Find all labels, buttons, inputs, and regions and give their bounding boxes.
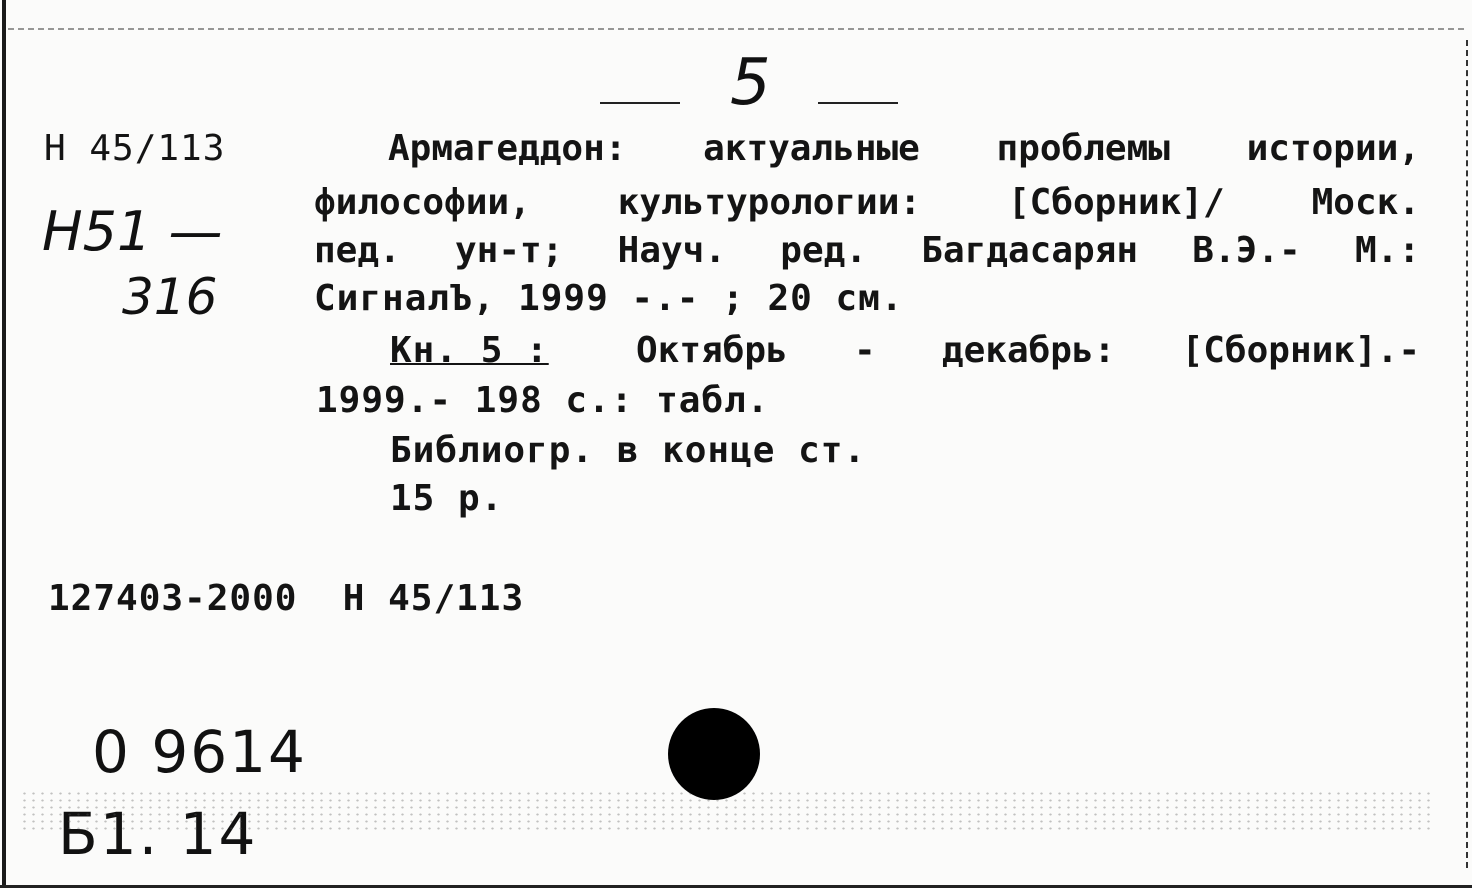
handwritten-location-number: Б1. 14 [58,800,258,868]
top-edge-dashes [8,28,1464,30]
punch-hole [668,708,760,800]
description-line-5: Октябрь - декабрь: [Сборник].- [636,330,1420,371]
handwritten-class-code: Н51 — [42,200,223,263]
description-line-1: Армагеддон: актуальные проблемы истории, [388,128,1420,169]
description-line-4: СигналЪ, 1999 -.- ; 20 см. [314,278,904,319]
page-number: 5 [730,46,771,120]
accession-line: 127403-2000 Н 45/113 [48,578,525,619]
page-dash-right [818,102,898,104]
page-dash-left [600,102,680,104]
handwritten-class-code-number: 316 [122,268,218,326]
description-line-2: философии, культурологии: [Сборник]/ Моск. [314,182,1420,223]
description-line-6: 1999.- 198 с.: табл. [316,380,770,421]
right-edge [1466,40,1468,868]
volume-label: Кн. 5 : [390,330,549,371]
left-edge [2,0,6,888]
description-line-7: Библиогр. в конце ст. [390,430,867,471]
description-line-3: пед. ун-т; Науч. ред. Багдасарян В.Э.- М.: [314,230,1420,271]
price: 15 р. [390,478,504,519]
handwritten-inventory-number: 0 9614 [92,718,307,786]
shelf-mark: Н 45/113 [44,128,226,169]
